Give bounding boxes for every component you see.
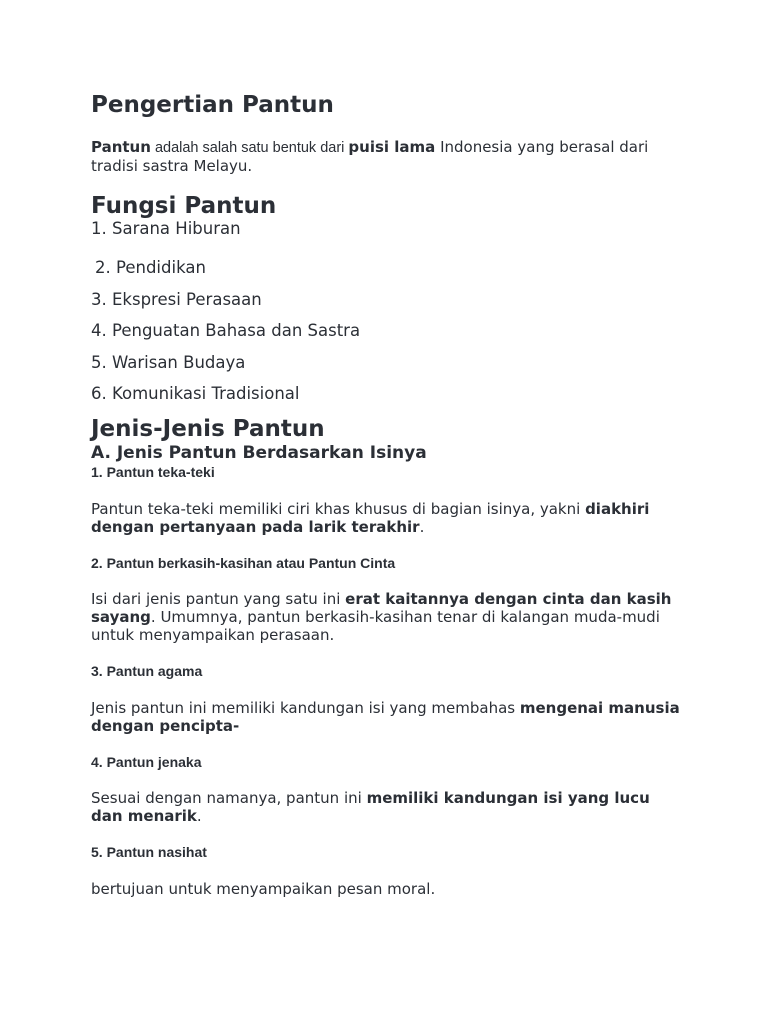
section-title-5: 5. Pantun nasihat xyxy=(91,844,207,860)
section-bold-2: erat kaitannya dengan cinta dan kasih sayang xyxy=(91,590,672,626)
section-post-4: . xyxy=(196,807,202,825)
fungsi-item-6: 6. Komunikasi Tradisional xyxy=(91,384,300,403)
section-text-2: Isi dari jenis pantun yang satu ini xyxy=(91,590,346,608)
section-bold-1: diakhiri dengan pertanyaan pada larik terakhir xyxy=(91,500,650,536)
section-bold-3: mengenai manusia dengan pencipta- xyxy=(91,699,680,735)
fungsi-heading: Fungsi Pantun xyxy=(91,193,277,219)
fungsi-item-5: 5. Warisan Budaya xyxy=(91,353,246,372)
section-text-3: Jenis pantun ini memiliki kandungan isi yang membahas xyxy=(91,699,520,717)
section-post-2: . Umumnya, pantun berkasih-kasihan tenar di kalangan muda-mudi untuk menyampaikan perasaan. xyxy=(91,608,660,644)
intro-bold-pantun: Pantun xyxy=(91,138,151,156)
intro-text-1: adalah salah satu bentuk dari xyxy=(150,140,349,156)
intro-text-2: Indonesia yang berasal dari tradisi sastra Melayu. xyxy=(91,138,649,175)
section-title-2: 2. Pantun berkasih-kasihan atau Pantun Cinta xyxy=(91,555,396,571)
section-paragraph-1 xyxy=(91,500,681,536)
section-bold-4: memiliki kandungan isi yang lucu dan menarik xyxy=(91,789,650,825)
section-paragraph-2 xyxy=(91,590,681,644)
fungsi-item-3: 3. Ekspresi Perasaan xyxy=(91,290,262,309)
section-title-4: 4. Pantun jenaka xyxy=(91,754,202,770)
section-post-1: . xyxy=(419,518,425,536)
section-paragraph-3 xyxy=(91,699,681,735)
intro-bold-puisi: puisi lama xyxy=(348,138,436,156)
section-text-1: Pantun teka-teki memiliki ciri khas khusus di bagian isinya, yakni xyxy=(91,500,586,518)
jenis-heading: Jenis-Jenis Pantun xyxy=(91,416,325,442)
section-text-5: bertujuan untuk menyampaikan pesan moral. xyxy=(91,880,436,898)
intro-paragraph xyxy=(91,138,681,175)
fungsi-item-1: 1. Sarana Hiburan xyxy=(91,219,241,238)
page-title: Pengertian Pantun xyxy=(91,92,334,118)
section-paragraph-5 xyxy=(91,880,681,898)
section-paragraph-4 xyxy=(91,789,681,825)
fungsi-item-2: 2. Pendidikan xyxy=(95,258,206,277)
jenis-subheading: A. Jenis Pantun Berdasarkan Isinya xyxy=(91,443,427,463)
section-title-1: 1. Pantun teka-teki xyxy=(91,464,215,480)
section-text-4: Sesuai dengan namanya, pantun ini xyxy=(91,789,367,807)
section-title-3: 3. Pantun agama xyxy=(91,663,203,679)
fungsi-item-4: 4. Penguatan Bahasa dan Sastra xyxy=(91,321,361,340)
